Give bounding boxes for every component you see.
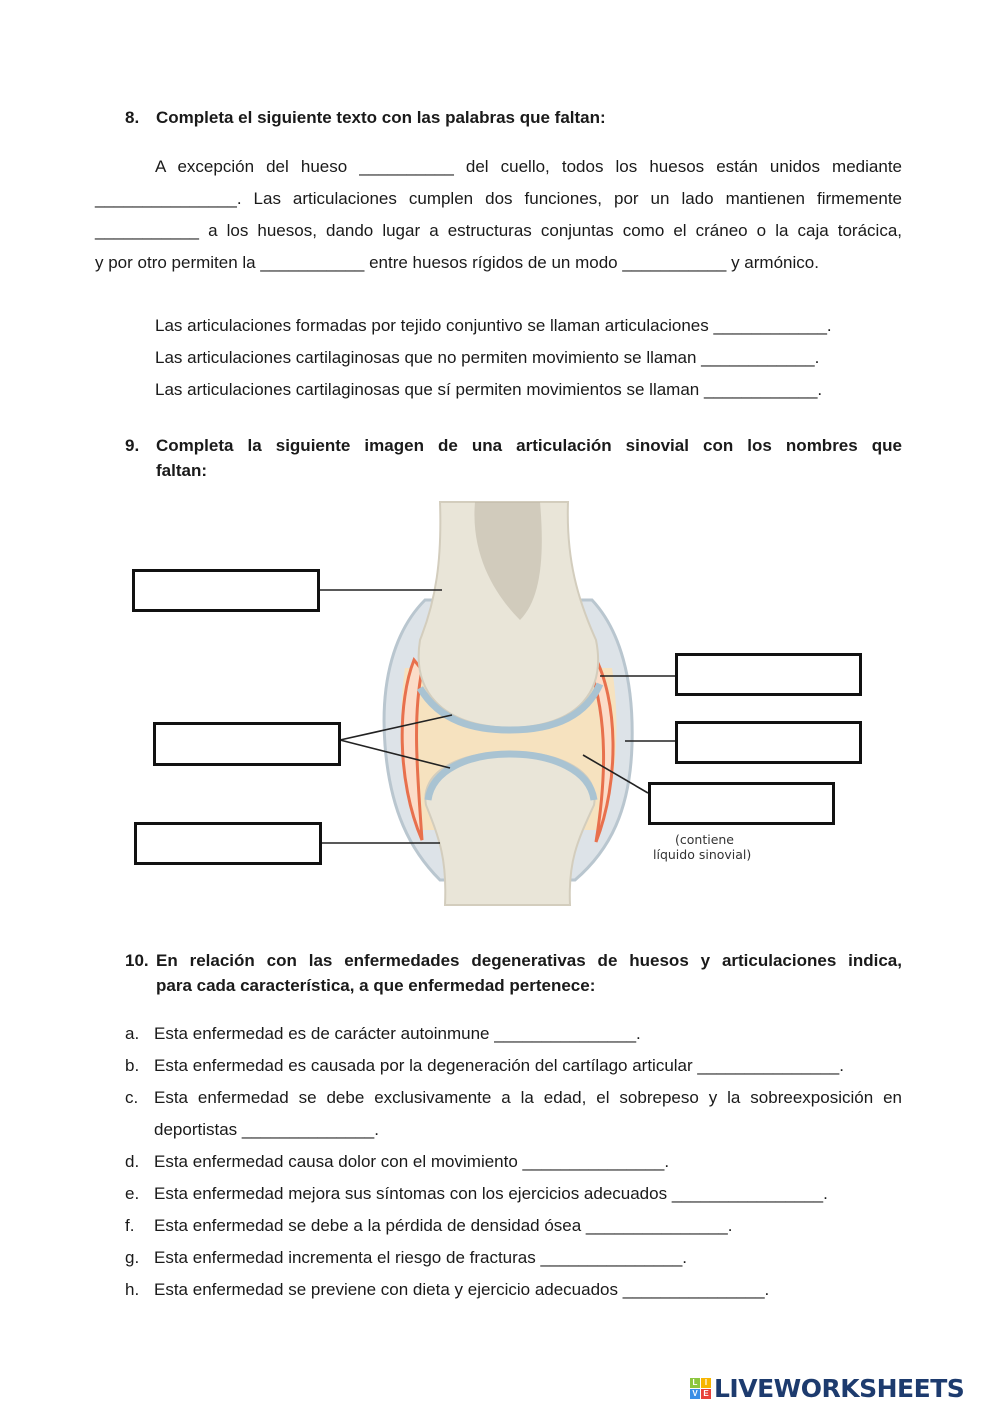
logo-tile: L <box>690 1378 700 1388</box>
q9-title: Completa la siguiente imagen de una articulación sinovial con los nombres que <box>156 436 902 455</box>
item-letter: g. <box>125 1248 140 1267</box>
q8-paragraph-line: ___________ a los huesos, dando lugar a estructuras conjuntas como el cráneo o la caja torácica, <box>95 221 902 240</box>
q8-sentence: Las articulaciones formadas por tejido conjuntivo se llaman articulaciones ____________. <box>155 316 832 335</box>
liveworksheets-logo <box>690 1374 964 1403</box>
item-text: Esta enfermedad se debe a la pérdida de densidad ósea _______________. <box>154 1216 733 1235</box>
q8-paragraph-line: _______________. Las articulaciones cumplen dos funciones, por un lado mantienen firmemente <box>95 189 902 208</box>
item-letter: d. <box>125 1152 140 1171</box>
q8-title: Completa el siguiente texto con las palabras que faltan: <box>156 108 606 127</box>
q9-title-cont: faltan: <box>156 461 207 480</box>
item-text: Esta enfermedad es causada por la degeneración del cartílago articular _______________. <box>154 1056 844 1075</box>
logo-tile: V <box>690 1389 700 1399</box>
label-box-capsule[interactable] <box>675 721 862 764</box>
item-text: Esta enfermedad es de carácter autoinmune _______________. <box>154 1024 641 1043</box>
logo-tile: E <box>701 1389 711 1399</box>
q10-title-cont: para cada característica, a que enfermedad pertenece: <box>156 976 596 995</box>
q10-number: 10. <box>125 951 149 970</box>
lower-bone <box>425 752 594 905</box>
item-text-cont: deportistas ______________. <box>154 1120 379 1139</box>
item-text: Esta enfermedad incrementa el riesgo de fracturas _______________. <box>154 1248 688 1267</box>
logo-text: LIVEWORKSHEETS <box>714 1374 965 1403</box>
item-letter: h. <box>125 1280 140 1299</box>
q8-sentence: Las articulaciones cartilaginosas que sí permiten movimientos se llaman ____________. <box>155 380 823 399</box>
caption-line: líquido sinovial) <box>653 847 752 862</box>
item-letter: a. <box>125 1024 140 1043</box>
label-box-cavity[interactable] <box>648 782 835 825</box>
q8-paragraph-line: A excepción del hueso __________ del cuello, todos los huesos están unidos mediante <box>155 157 902 176</box>
item-text: Esta enfermedad mejora sus síntomas con los ejercicios adecuados ________________. <box>154 1184 828 1203</box>
q8-sentence: Las articulaciones cartilaginosas que no permiten movimiento se llaman ____________. <box>155 348 820 367</box>
label-box-cartilage[interactable] <box>153 722 341 766</box>
logo-tiles-icon <box>690 1378 711 1399</box>
item-text: Esta enfermedad se previene con dieta y ejercicio adecuados _______________. <box>154 1280 770 1299</box>
q8-paragraph-line: y por otro permiten la ___________ entre huesos rígidos de un modo ___________ y armónico. <box>95 253 819 272</box>
logo-tile: I <box>701 1378 711 1388</box>
item-text: Esta enfermedad se debe exclusivamente a la edad, el sobrepeso y la sobreexposición en <box>154 1088 902 1107</box>
label-box-bone[interactable] <box>132 569 320 612</box>
caption-line: (contiene <box>675 832 734 847</box>
label-box-lower-bone[interactable] <box>134 822 322 865</box>
q8-number: 8. <box>125 108 140 127</box>
item-text: Esta enfermedad causa dolor con el movimiento _______________. <box>154 1152 670 1171</box>
label-box-membrane[interactable] <box>675 653 862 696</box>
q9-number: 9. <box>125 436 140 455</box>
q10-title: En relación con las enfermedades degenerativas de huesos y articulaciones indica, <box>156 951 902 970</box>
item-letter: c. <box>125 1088 139 1107</box>
item-letter: f. <box>125 1216 135 1235</box>
item-letter: e. <box>125 1184 140 1203</box>
item-letter: b. <box>125 1056 140 1075</box>
